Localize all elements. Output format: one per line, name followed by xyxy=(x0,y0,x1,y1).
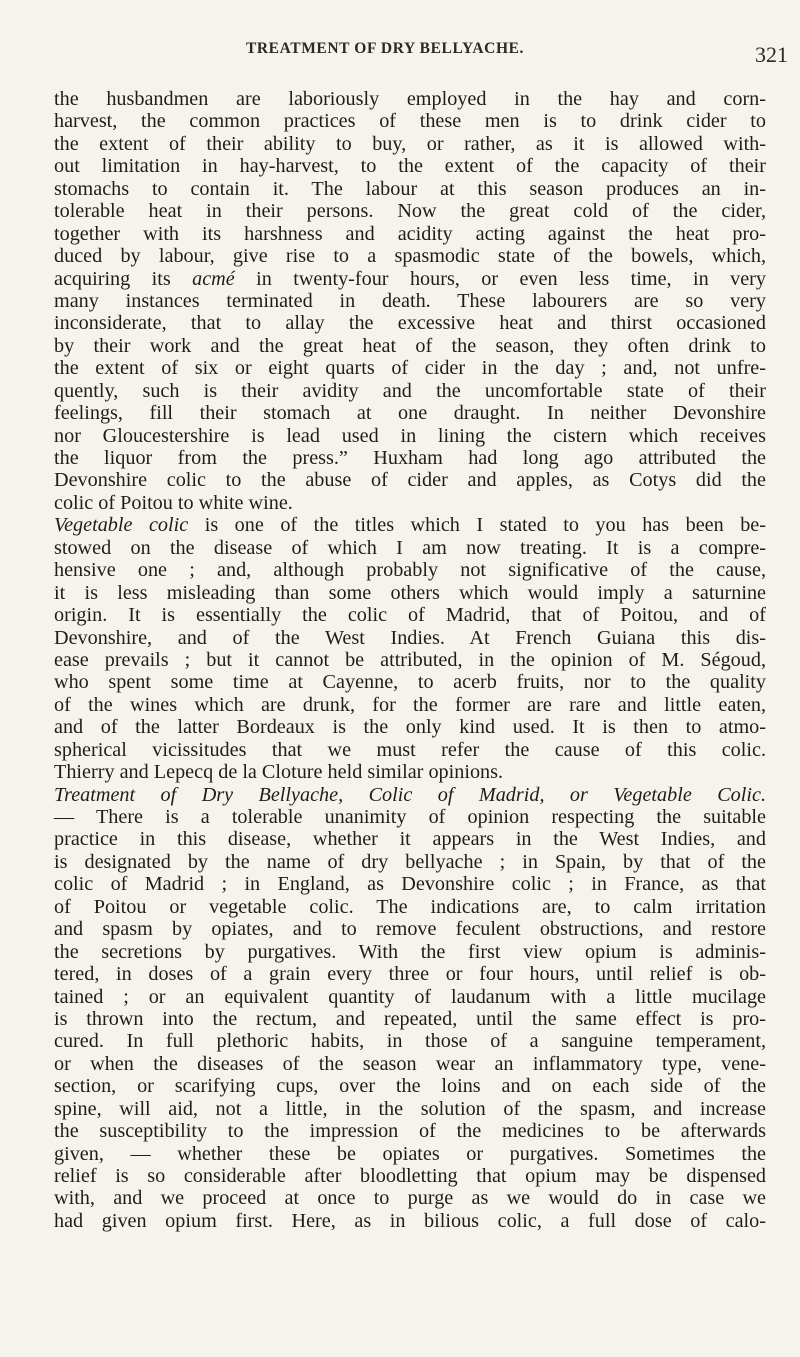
text-line xyxy=(54,537,766,559)
text-line xyxy=(54,447,766,469)
text-line xyxy=(54,1120,766,1142)
line-text: is designated by the name of dry bellyache ; in Spain, by that of the xyxy=(54,850,766,873)
text-line xyxy=(54,200,766,222)
line-text: the extent of six or eight quarts of cider in the day ; and, not unfre- xyxy=(54,357,766,380)
italic-text: acmé xyxy=(192,267,235,290)
line-text: tained ; or an equivalent quantity of laudanum with a little mucilage xyxy=(54,985,766,1008)
text-line xyxy=(54,1098,766,1120)
text-line xyxy=(54,335,766,357)
line-text: many instances terminated in death. These labourers are so very xyxy=(54,289,766,312)
text-line xyxy=(54,492,766,514)
text-line xyxy=(54,716,766,738)
text-line xyxy=(54,851,766,873)
text-line xyxy=(54,896,766,918)
line-text: hensive one ; and, although probably not significative of the cause, xyxy=(54,559,766,582)
text-line xyxy=(54,178,766,200)
line-text: nor Gloucestershire is lead used in lining the cistern which receives xyxy=(54,424,766,447)
text-line xyxy=(54,627,766,649)
text-line xyxy=(54,941,766,963)
text-line xyxy=(54,761,766,783)
text-line xyxy=(54,312,766,334)
text-line xyxy=(54,380,766,402)
line-text: colic of Poitou to white wine. xyxy=(54,491,293,514)
text-line xyxy=(54,425,766,447)
text-line xyxy=(54,582,766,604)
text-line xyxy=(54,88,766,110)
line-text: the extent of their ability to buy, or rather, as it is allowed with- xyxy=(54,132,766,155)
text-line xyxy=(54,694,766,716)
text-line xyxy=(54,806,766,828)
line-text: tolerable heat in their persons. Now the great cold of the cider, xyxy=(54,200,766,223)
line-text: feelings, fill their stomach at one draught. In neither Devonshire xyxy=(54,402,766,425)
text-line xyxy=(54,1008,766,1030)
text-line xyxy=(54,739,766,761)
page-number: 321 xyxy=(755,42,788,67)
line-text: by their work and the great heat of the season, they often drink to xyxy=(54,334,766,357)
line-text: out limitation in hay-harvest, to the extent of the capacity of their xyxy=(54,155,766,178)
text-line xyxy=(54,963,766,985)
text-line xyxy=(54,873,766,895)
line-text: is thrown into the rectum, and repeated, until the same effect is pro- xyxy=(54,1007,766,1030)
line-text: or when the diseases of the season wear an inflammatory type, vene- xyxy=(54,1052,766,1075)
line-text-post: in twenty-four hours, or even less time, in very xyxy=(234,267,766,290)
line-text: it is less misleading than some others which would imply a saturnine xyxy=(54,581,766,604)
line-text: stowed on the disease of which I am now treating. It is a compre- xyxy=(54,536,766,559)
line-text: stomachs to contain it. The labour at this season produces an in- xyxy=(54,177,766,200)
text-line xyxy=(54,1143,766,1165)
text-line xyxy=(54,1030,766,1052)
line-text: cured. In full plethoric habits, in those of a sanguine temperament, xyxy=(54,1030,766,1053)
text-line xyxy=(54,671,766,693)
text-line xyxy=(54,223,766,245)
line-text: origin. It is essentially the colic of Madrid, that of Poitou, and of xyxy=(54,604,766,627)
text-line xyxy=(54,1187,766,1209)
line-text: had given opium first. Here, as in bilious colic, a full dose of calo- xyxy=(54,1209,766,1232)
line-text: and of the latter Bordeaux is the only kind used. It is then to atmo- xyxy=(54,716,766,739)
text-line xyxy=(54,986,766,1008)
line-text: with, and we proceed at once to purge as we would do in case we xyxy=(54,1187,766,1210)
line-text: duced by labour, give rise to a spasmodic state of the bowels, which, xyxy=(54,245,766,268)
text-line xyxy=(54,1053,766,1075)
text-line xyxy=(54,469,766,491)
text-line xyxy=(54,1165,766,1187)
running-head-title: TREATMENT OF DRY BELLYACHE. xyxy=(245,40,525,57)
line-text: section, or scarifying cups, over the loins and on each side of the xyxy=(54,1075,766,1098)
line-text-post: is one of the titles which I stated to you has been be- xyxy=(188,514,766,537)
text-line xyxy=(54,402,766,424)
line-text: practice in this disease, whether it appears in the West Indies, and xyxy=(54,828,766,851)
italic-text: Treatment of Dry Bellyache, Colic of Madrid, or Vegetable Colic. xyxy=(54,783,766,806)
line-text: the secretions by purgatives. With the first view opium is adminis- xyxy=(54,940,766,963)
text-line xyxy=(54,828,766,850)
text-line xyxy=(54,1075,766,1097)
text-line xyxy=(54,514,766,536)
line-text-pre: acquiring its xyxy=(54,267,193,290)
text-line xyxy=(54,559,766,581)
line-text: given, — whether these be opiates or purgatives. Sometimes the xyxy=(54,1142,766,1165)
text-line xyxy=(54,290,766,312)
text-line xyxy=(54,604,766,626)
line-text: the susceptibility to the impression of the medicines to be afterwards xyxy=(54,1120,766,1143)
line-text: and spasm by opiates, and to remove feculent obstructions, and restore xyxy=(54,918,766,941)
line-text: quently, such is their avidity and the uncomfortable state of their xyxy=(54,379,766,402)
line-text: Thierry and Lepecq de la Cloture held similar opinions. xyxy=(54,761,504,784)
text-line xyxy=(54,268,766,290)
text-line xyxy=(54,1210,766,1232)
line-text: spherical vicissitudes that we must refer the cause of this colic. xyxy=(54,738,766,761)
line-text: Devonshire, and of the West Indies. At French Guiana this dis- xyxy=(54,626,766,649)
text-line xyxy=(54,784,766,806)
line-text: spine, will aid, not a little, in the solution of the spasm, and increase xyxy=(54,1097,766,1120)
text-line xyxy=(54,245,766,267)
line-text: Devonshire colic to the abuse of cider and apples, as Cotys did the xyxy=(54,469,766,492)
text-line xyxy=(54,110,766,132)
line-text: who spent some time at Cayenne, to acerb fruits, nor to the quality xyxy=(54,671,766,694)
line-text: of the wines which are drunk, for the former are rare and little eaten, xyxy=(54,693,766,716)
line-text: tered, in doses of a grain every three or four hours, until relief is ob- xyxy=(54,963,766,986)
text-line xyxy=(54,155,766,177)
line-text: inconsiderate, that to allay the excessive heat and thirst occasioned xyxy=(54,312,766,335)
text-line xyxy=(54,357,766,379)
text-line xyxy=(54,649,766,671)
line-text: the liquor from the press.” Huxham had long ago attributed the xyxy=(54,447,766,469)
body-text xyxy=(54,88,766,1232)
line-text: colic of Madrid ; in England, as Devonshire colic ; in France, as that xyxy=(54,873,766,896)
line-text: the husbandmen are laboriously employed in the hay and corn- xyxy=(54,88,766,110)
text-line xyxy=(54,133,766,155)
line-text: harvest, the common practices of these men is to drink cider to xyxy=(54,110,766,133)
line-text: of Poitou or vegetable colic. The indications are, to calm irritation xyxy=(54,895,766,918)
line-text: together with its harshness and acidity acting against the heat pro- xyxy=(54,222,766,245)
text-line xyxy=(54,918,766,940)
line-text: — There is a tolerable unanimity of opinion respecting the suitable xyxy=(54,806,766,828)
italic-text: Vegetable colic xyxy=(54,514,189,537)
line-text: relief is so considerable after bloodletting that opium may be dispensed xyxy=(54,1165,766,1187)
line-text: ease prevails ; but it cannot be attributed, in the opinion of M. Ségoud, xyxy=(54,648,766,671)
